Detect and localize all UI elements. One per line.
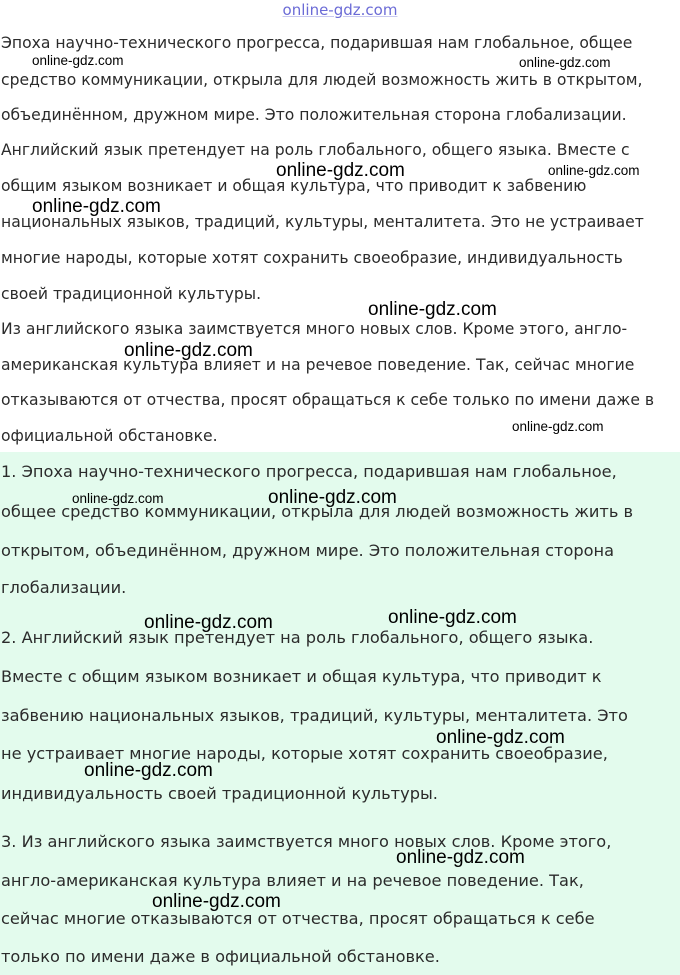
answer-line: 2. Английский язык претендует на роль глобального, общего языка. <box>1 628 594 647</box>
watermark: online-gdz.com <box>32 53 124 68</box>
watermark: online-gdz.com <box>396 847 525 868</box>
text-line: объединённом, дружном мире. Это положительная сторона глобализации. <box>1 106 627 124</box>
watermark: online-gdz.com <box>548 163 640 178</box>
answer-line: индивидуальность своей традиционной культуры. <box>1 784 438 803</box>
text-line: средство коммуникации, открыла для людей возможность жить в открытом, <box>1 71 643 89</box>
site-link[interactable]: online-gdz.com <box>282 1 398 19</box>
watermark: online-gdz.com <box>32 196 161 217</box>
answer-line: 1. Эпоха научно-технического прогресса, подарившая нам глобальное, <box>1 462 617 481</box>
watermark: online-gdz.com <box>388 607 517 628</box>
answer-line: открытом, объединённом, дружном мире. Это положительная сторона <box>1 541 615 560</box>
answer-line: не устраивает многие народы, которые хотят сохранить своеобразие, <box>1 744 608 763</box>
text-line: отказываются от отчества, просят обращаться к себе только по имени даже в <box>1 391 655 409</box>
answer-line: Вместе с общим языком возникает и общая культура, что приводит к <box>1 667 602 686</box>
watermark: online-gdz.com <box>368 299 497 320</box>
text-line: Из английского языка заимствуется много новых слов. Кроме этого, англо- <box>1 320 628 338</box>
text-line: официальной обстановке. <box>1 427 218 445</box>
answer-line: 3. Из английского языка заимствуется много новых слов. Кроме этого, <box>1 832 612 851</box>
watermark: online-gdz.com <box>72 491 164 506</box>
watermark: online-gdz.com <box>268 487 397 508</box>
answer-line: глобализации. <box>1 578 127 597</box>
answer-line: сейчас многие отказываются от отчества, просят обращаться к себе <box>1 909 595 928</box>
answers-panel <box>0 452 680 975</box>
watermark: online-gdz.com <box>512 419 604 434</box>
answer-line: только по имени даже в официальной обстановке. <box>1 947 440 966</box>
watermark: online-gdz.com <box>152 891 281 912</box>
text-line: общим языком возникает и общая культура, что приводит к забвению <box>1 177 587 195</box>
page-header <box>0 0 680 24</box>
watermark: online-gdz.com <box>276 160 405 181</box>
text-line: Эпоха научно-технического прогресса, подарившая нам глобальное, общее <box>1 34 633 52</box>
text-line: американская культура влияет и на речевое поведение. Так, сейчас многие <box>1 356 635 374</box>
answer-line: англо-американская культура влияет и на речевое поведение. Так, <box>1 871 584 890</box>
answer-line: забвению национальных языков, традиций, культуры, менталитета. Это <box>1 706 628 725</box>
text-line: Английский язык претендует на роль глобального, общего языка. Вместе с <box>1 141 630 159</box>
watermark: online-gdz.com <box>124 340 253 361</box>
watermark: online-gdz.com <box>144 612 273 633</box>
watermark: online-gdz.com <box>436 727 565 748</box>
text-line: своей традиционной культуры. <box>1 285 262 303</box>
answer-line: общее средство коммуникации, открыла для людей возможность жить в <box>1 502 634 521</box>
watermark: online-gdz.com <box>84 760 213 781</box>
text-line: многие народы, которые хотят сохранить своеобразие, индивидуальность <box>1 249 623 267</box>
text-line: национальных языков, традиций, культуры, менталитета. Это не устраивает <box>1 213 644 231</box>
watermark: online-gdz.com <box>519 55 611 70</box>
